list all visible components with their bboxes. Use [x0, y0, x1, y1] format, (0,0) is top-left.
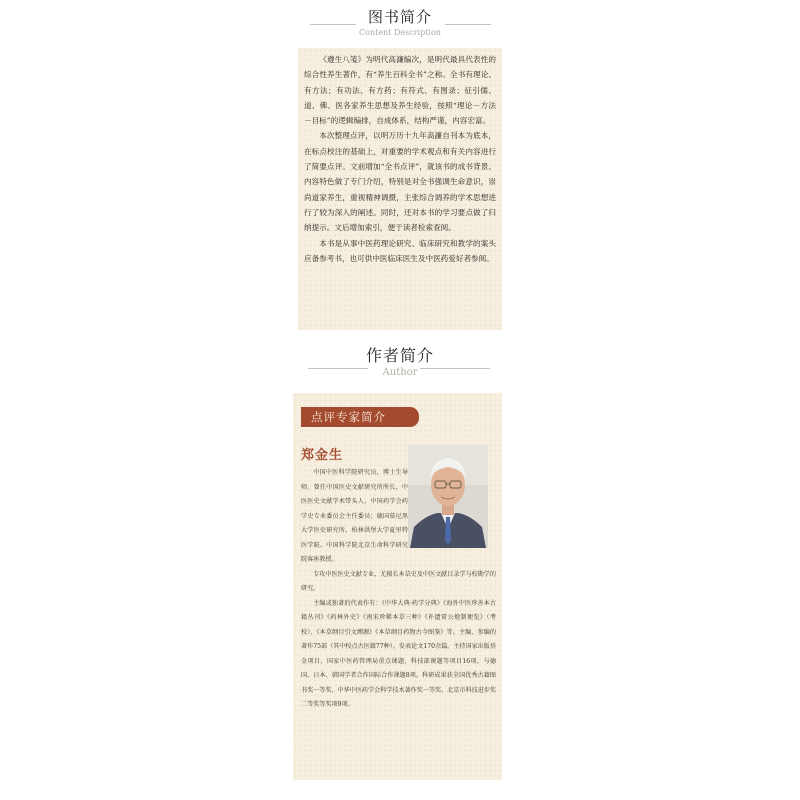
- expert-banner: 点评专家简介: [301, 407, 419, 427]
- author-header: [300, 343, 500, 378]
- intro-paragraph: 本书是从事中医药理论研究、临床研究和教学的案头应备参考书，也可供中医临床医生及中医药爱好者参阅。: [304, 238, 496, 263]
- bio-paragraph: 中国中医科学院研究员，博士生导师。曾任中国医史文献研究所所长、中医医史文献学术带头人、中国药学会药学史专业委员会主任委员；德国慕尼黑大学医史研究所、柏林洪堡大学夏里特医学院、中国科学院北京生命科学研究院客座教授。: [301, 469, 408, 563]
- author-subtitle: Author: [382, 367, 418, 378]
- intro-paragraph: 《遵生八笺》为明代高濂编次，是明代最具代表性的综合性养生著作，有“养生百科全书”之称。全书有理论、有方法；有功法、有方药；有符式、有图录；征引儒、道、佛、医各家养生思想及养生经验，按照“理论－方法－目标”的逻辑编排，自成体系，结构严谨，内容宏富。: [304, 55, 496, 126]
- author-panel: [293, 393, 502, 780]
- author-name: 郑金生: [301, 448, 344, 463]
- intro-title: 图书简介: [367, 8, 432, 26]
- author-title: 作者简介: [365, 346, 434, 365]
- intro-header: [300, 6, 500, 37]
- divider-right: [420, 368, 490, 369]
- intro-subtitle: Content Description: [359, 28, 441, 37]
- intro-panel: [298, 48, 502, 330]
- bio-paragraph: 主编或独著的代表作有：《中华大典·药学分典》《海外中医珍善本古籍丛刊》《药林外史》《南宋珍稀本草三种》《补遗雷公炮制便览》（考校）、《本草纲目引文溯源》《本草纲目药物古今图鉴》等。主编、参编的著作75部（其中校点古医籍77种）。发表论文170余篇。主持国家出版基金项目、国家中医药管理局重点课题、科技部课题等项目16项。与德国、日本、韩国学者合作国际合作课题8项。科研成果获全国优秀古籍图书奖一等奖、中华中医药学会科学技术著作奖一等奖、北京市科技进步奖二等奖等奖项9项。: [301, 599, 496, 708]
- divider-left: [308, 368, 368, 369]
- intro-paragraph: 本次整理点评，以明万历十九年高濂自刊本为底本，在标点校注的基础上，对重要的学术观点和有关内容进行了简要点评。文前增加“全书点评”，就该书的成书背景、内容特色做了专门介绍，特别是对全书强调生命意识，崇尚道家养生，重视精神调摄，主张综合调养的学术思想进行了较为深入的阐述。同时，还对本书的学习要点做了归纳提示。文后增加索引，便于读者检索查阅。: [304, 131, 496, 233]
- divider-left: [310, 24, 356, 25]
- divider-right: [445, 24, 491, 25]
- author-bio: [301, 466, 496, 713]
- bio-paragraph: 专攻中医医史文献专业，尤擅长本草史及中医文献目录学与校勘学的研究。: [301, 570, 496, 592]
